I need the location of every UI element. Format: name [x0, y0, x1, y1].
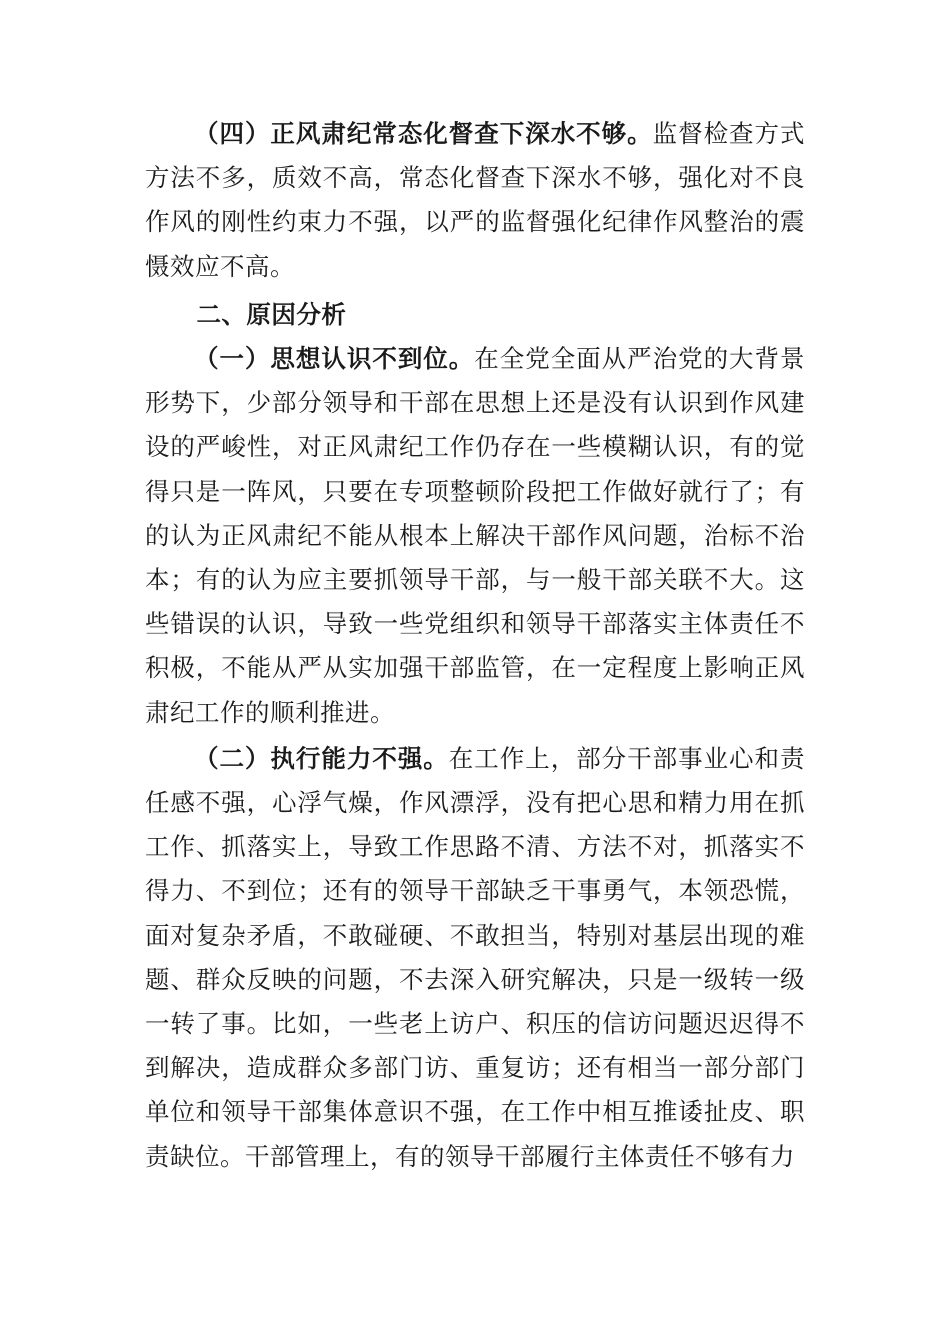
section-heading-cause-analysis: 二、原因分析 [196, 299, 347, 329]
paragraph-lead: （二）执行能力不强。 [194, 743, 449, 773]
paragraph-body: 监督检查方式方法不多，质效不高，常态化督查下深水不够，强化对不良作风的刚性约束力不强，以严的监督强化纪律作风整治的震慑效应不高。 [145, 119, 806, 281]
paragraph-lead: （四）正风肃纪常态化督查下深水不够。 [194, 119, 653, 148]
paragraph-body: 在工作上，部分干部事业心和责任感不强，心浮气燥，作风漂浮，没有把心思和精力用在抓工作、抓落实上，导致工作思路不清、方法不对，抓落实不得力、不到位；还有的领导干部缺乏干事勇气，本领恐慌，面对复杂矛盾，不敢碰硬、不敢担当，特别对基层出现的难题、群众反映的问题，不去深入研究解决，只是一级转一级一转了事。比如，一些老上访户、积压的信访问题迟迟得不到解决，造成群众多部门访、重复访；还有相当一部分部门单位和领导干部集体意识不强，在工作中相互推诿扯皮、职责缺位。干部管理上，有的领导干部履行主体责任不够有力 [145, 743, 806, 1171]
paragraph-lead: （一）思想认识不到位。 [194, 344, 475, 374]
document-page [145, 112, 805, 1179]
paragraph-execution-ability [145, 737, 805, 1179]
paragraph-body: 在全党全面从严治党的大背景形势下，少部分领导和干部在思想上还是没有认识到作风建设的严峻性，对正风肃纪工作仍存在一些模糊认识，有的觉得只是一阵风，只要在专项整顿阶段把工作做好就行了；有的认为正风肃纪不能从根本上解决干部作风问题，治标不治本；有的认为应主要抓领导干部，与一般干部关联不大。这些错误的认识，导致一些党组织和领导干部落实主体责任不积极，不能从严从实加强干部监管，在一定程度上影响正风肃纪工作的顺利推进。 [145, 344, 806, 727]
paragraph-ideological-awareness [145, 337, 805, 735]
paragraph-supervision-insufficient [145, 112, 805, 289]
